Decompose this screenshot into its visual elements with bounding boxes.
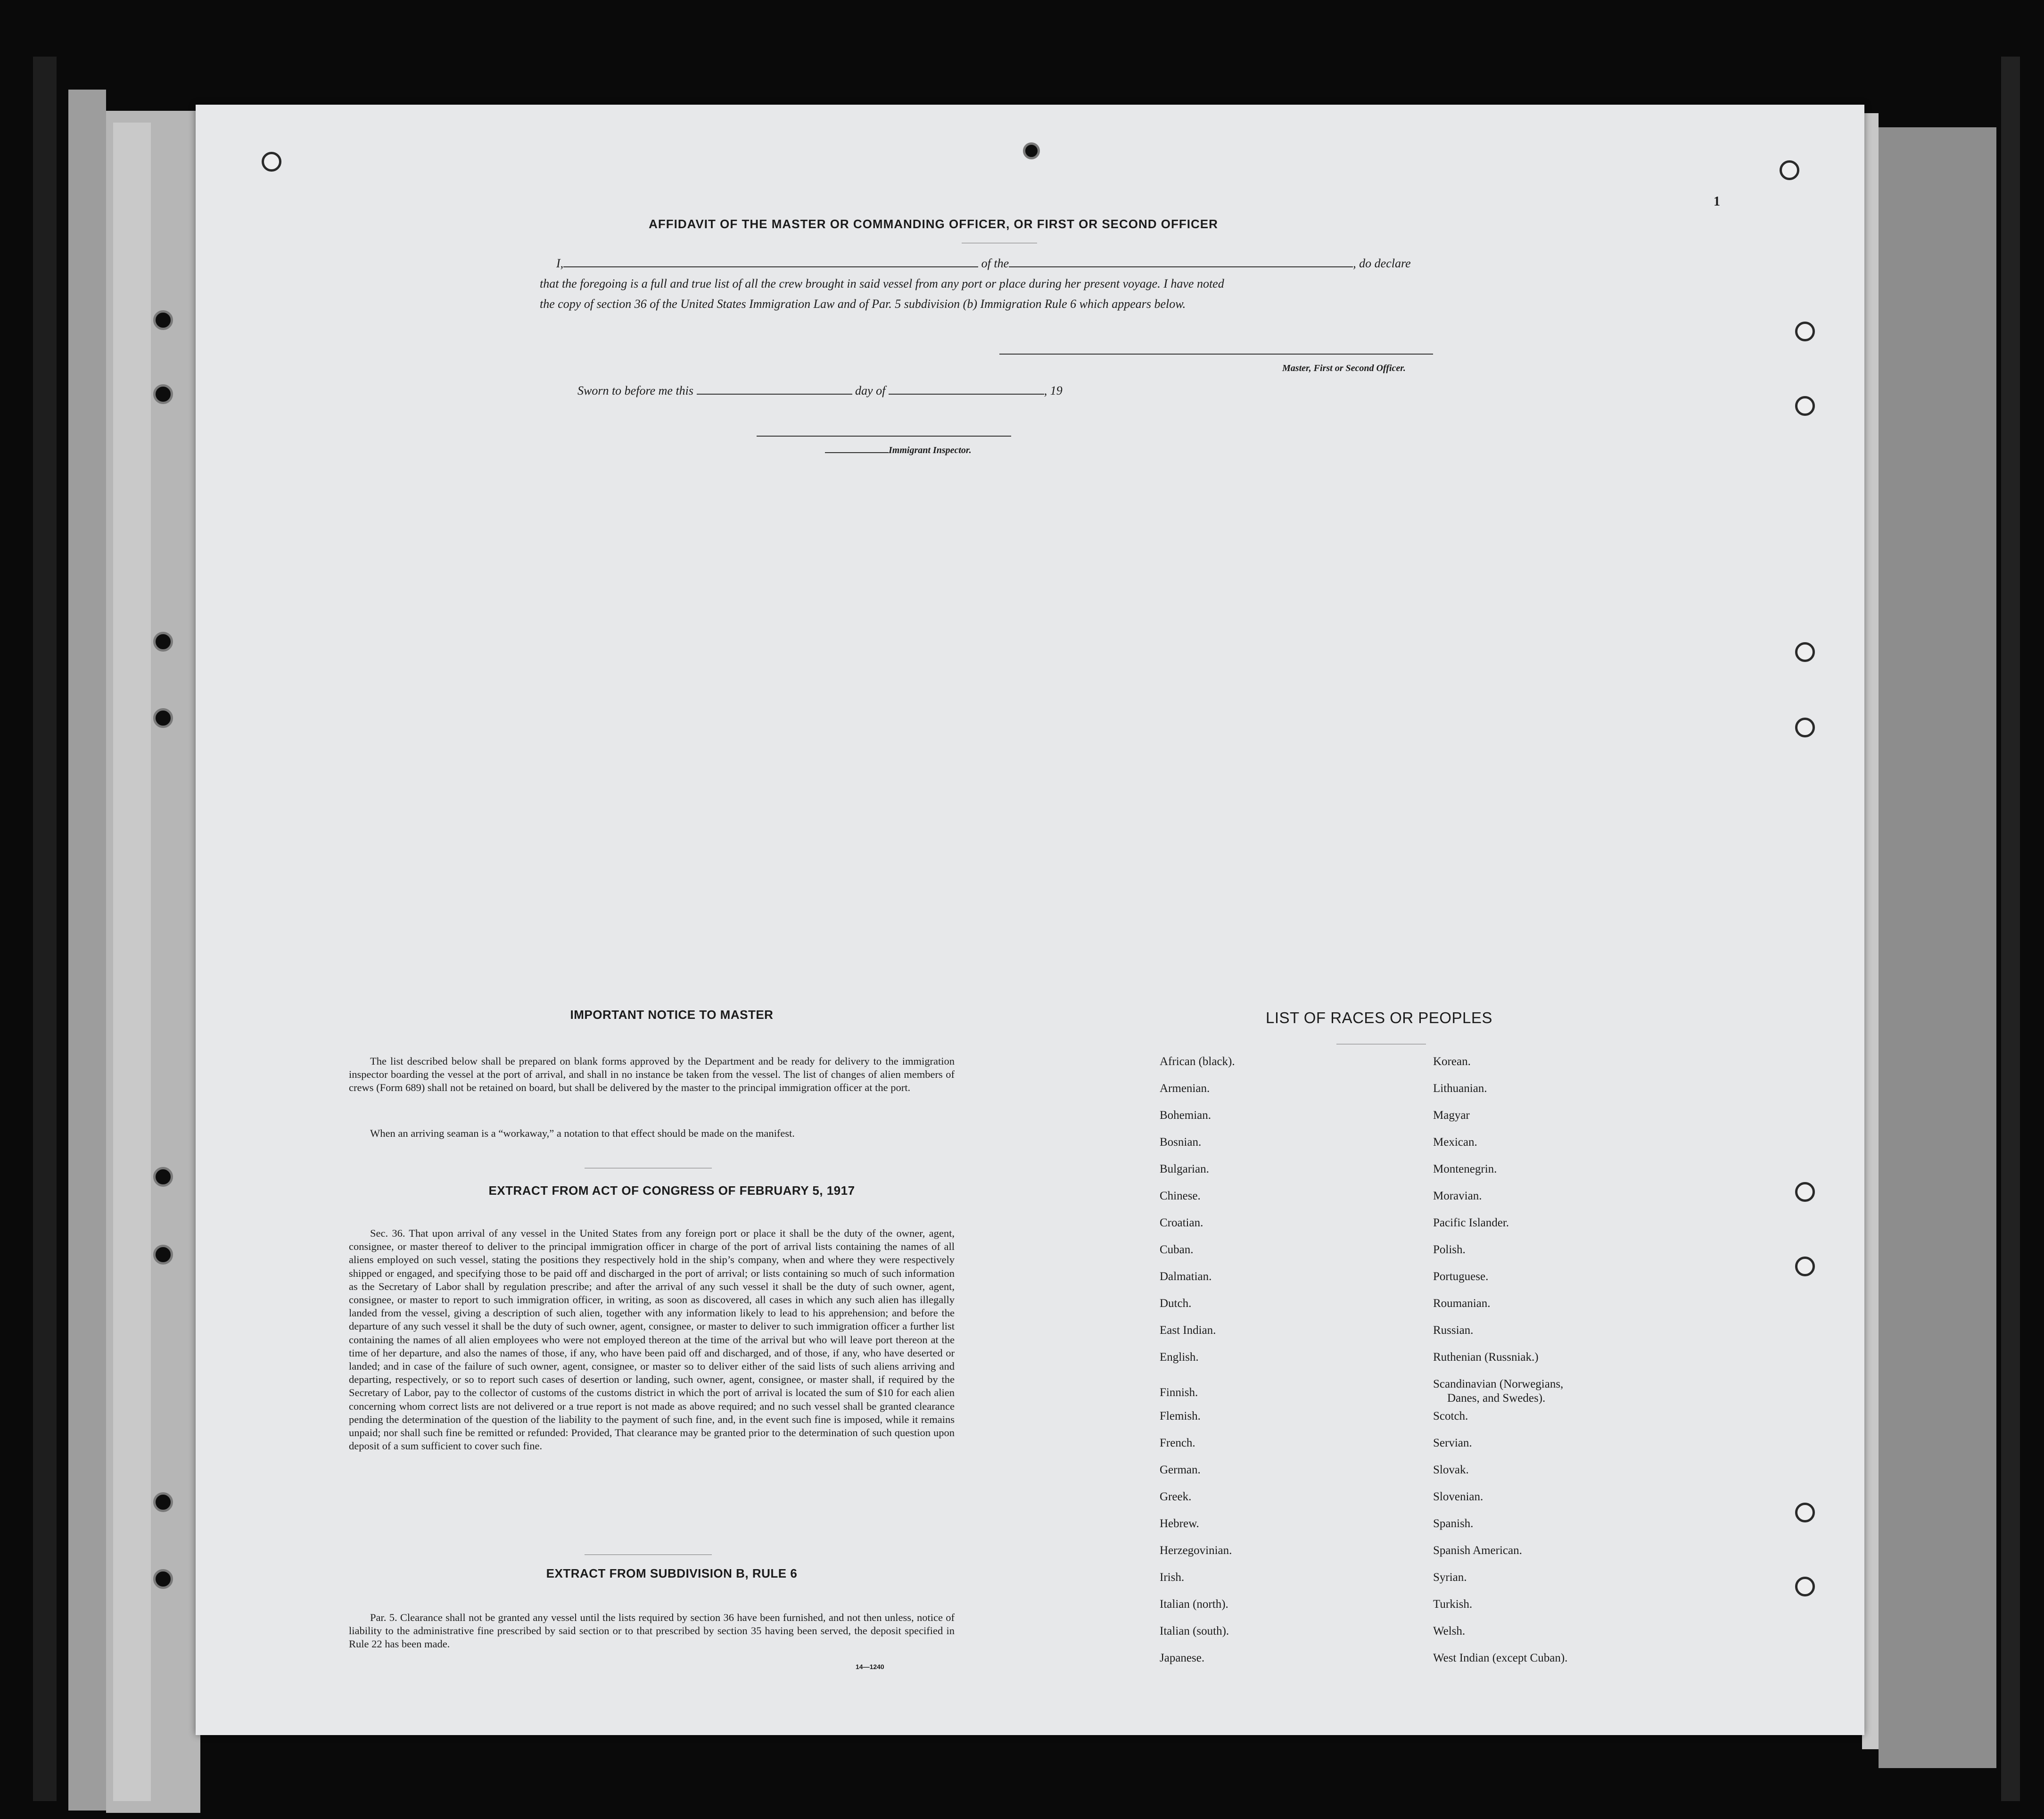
races-list-left <box>1160 1055 1395 1678</box>
punch-hole <box>153 1167 173 1187</box>
notice-heading: IMPORTANT NOTICE TO MASTER <box>570 1008 774 1022</box>
act-text: Sec. 36. That upon arrival of any vessel in the United States from any foreign port or place it shall be the duty of the owner, agent, consignee, or master thereof to deliver to the principal immigration officer in charge of the port of arrival lists containing the names of all aliens employed on such vessel, stating the positions they respectively hold in the ship’s company, when and where they were respectively shipped or engaged, and specifying those to be paid off and discharged in the port of arrival; or lists containing so much of such information as the Secretary of Labor shall by regulation prescribe; and after the arrival of any such vessel it shall be the duty of such owner, agent, consignee, or master to report to such immigration officer, in writing, as soon as discovered, all cases in which any such alien has illegally landed from the vessel, giving a description of such alien, together with any information likely to lead to his apprehension; and before the departure of any such vessel it shall be the duty of such owner, agent, consignee, or master to deliver to such immigration officer a further list containing the names of all alien employees who were not employed thereon at the time of the arrival but who will leave port thereon at the time of her departure, and also the names of those, if any, who have been paid off and discharged, and of those, if any, who have deserted or landed; and in case of the failure of such owner, agent, consignee, or master so to deliver either of the said lists of such aliens arriving and departing, respectively, or so to report such cases of desertion or landing, such owner, agent, consignee, or master shall, if required by the Secretary of Labor, pay to the collector of customs of the customs district in which the port of arrival is located the sum of $10 for each alien concerning whom correct lists are not delivered or a true report is not made as above required; and no such vessel shall be granted clearance pending the determination of the question of the liability to the payment of such fine, and, in the event such fine is imposed, while it remains unpaid; nor shall such fine be remitted or refunded: Provided, That clearance may be granted prior to the determination of such question upon deposit of a sum sufficient to cover such fine. <box>349 1227 955 1452</box>
race-item: Japanese. <box>1160 1652 1205 1664</box>
punch-hole <box>1795 322 1815 341</box>
race-item: German. <box>1160 1463 1201 1476</box>
race-item: Greek. <box>1160 1490 1192 1503</box>
affidavit-body-2: the copy of section 36 of the United States Immigration Law and of Par. 5 subdivision (b) Immigration Rule 6 which appears below. <box>540 297 1186 311</box>
race-item: Lithuanian. <box>1433 1082 1487 1095</box>
race-item: Herzegovinian. <box>1160 1544 1232 1557</box>
page-mark: 1 <box>1714 194 1720 209</box>
race-item: Servian. <box>1433 1437 1472 1449</box>
race-item: Croatian. <box>1160 1216 1203 1229</box>
of-the-label: of the <box>981 256 1009 270</box>
race-item: Ruthenian (Russniak.) <box>1433 1351 1539 1364</box>
binder-strip-left <box>33 57 57 1801</box>
act-heading: EXTRACT FROM ACT OF CONGRESS OF FEBRUARY 5, 1917 <box>488 1183 855 1198</box>
race-item: Spanish American. <box>1433 1544 1522 1557</box>
race-item: Finnish. <box>1160 1386 1198 1399</box>
race-item: Spanish. <box>1433 1517 1474 1530</box>
day-of-label: day of <box>855 384 886 397</box>
year-label: , 19 <box>1044 384 1063 397</box>
inspector-lead-line <box>825 452 889 453</box>
vessel-field[interactable] <box>1009 266 1353 267</box>
race-item: African (black). <box>1160 1055 1235 1068</box>
race-item: Magyar <box>1433 1109 1470 1122</box>
punch-hole <box>153 384 173 404</box>
master-signature-label: Master, First or Second Officer. <box>1282 363 1406 373</box>
race-item: Slovak. <box>1433 1463 1469 1476</box>
race-item: Polish. <box>1433 1243 1466 1256</box>
punch-hole <box>262 152 281 172</box>
punch-hole <box>1795 1577 1815 1596</box>
punch-hole <box>153 708 173 728</box>
punch-hole <box>1795 1182 1815 1202</box>
sworn-day-field[interactable] <box>697 393 852 395</box>
race-item: Scotch. <box>1433 1410 1468 1422</box>
race-item-line-1: Scandinavian (Norwegians, <box>1433 1378 1564 1390</box>
master-signature-line[interactable] <box>999 354 1433 355</box>
race-item: Armenian. <box>1160 1082 1210 1095</box>
notice-para-2: When an arriving seaman is a “workaway,” a notation to that effect should be made on the manifest. <box>370 1127 795 1139</box>
form-number: 14—1240 <box>856 1663 884 1670</box>
race-item: Chinese. <box>1160 1190 1201 1202</box>
race-item: French. <box>1160 1437 1195 1449</box>
punch-hole <box>153 632 173 652</box>
race-item: West Indian (except Cuban). <box>1433 1652 1568 1664</box>
race-item: Flemish. <box>1160 1410 1201 1422</box>
name-field[interactable] <box>563 266 978 267</box>
binder-strip-gray <box>68 90 106 1811</box>
inspector-signature-line[interactable] <box>757 436 1011 437</box>
punch-hole <box>1023 142 1040 159</box>
affidavit-body-1: that the foregoing is a full and true list of all the crew brought in said vessel from any port or place during her present voyage. I have noted <box>540 277 1224 290</box>
race-item: Slovenian. <box>1433 1490 1484 1503</box>
inspector-label: Immigrant Inspector. <box>889 445 972 455</box>
punch-hole <box>1795 1257 1815 1276</box>
race-item: Syrian. <box>1433 1571 1467 1584</box>
race-item: Hebrew. <box>1160 1517 1199 1530</box>
race-item: Bosnian. <box>1160 1136 1202 1149</box>
race-item: Bohemian. <box>1160 1109 1212 1122</box>
punch-hole <box>1795 718 1815 737</box>
race-item: English. <box>1160 1351 1199 1364</box>
affidavit-declaration-line <box>556 253 1655 273</box>
race-item: Portuguese. <box>1433 1270 1489 1283</box>
binder-cover-right <box>1879 127 1996 1768</box>
act-divider <box>585 1554 712 1555</box>
punch-hole <box>1795 642 1815 662</box>
race-item: Montenegrin. <box>1433 1163 1497 1175</box>
races-heading: LIST OF RACES OR PEOPLES <box>1266 1009 1492 1026</box>
inspector-line <box>825 445 972 456</box>
race-item: Moravian. <box>1433 1190 1482 1202</box>
race-item: Dutch. <box>1160 1297 1192 1310</box>
race-item-line-2: Danes, and Swedes). <box>1447 1392 1546 1405</box>
punch-hole <box>153 1569 173 1589</box>
i-label: I, <box>556 256 564 270</box>
race-item: Roumanian. <box>1433 1297 1491 1310</box>
races-list-right <box>1433 1055 1669 1678</box>
race-item: Welsh. <box>1433 1625 1466 1637</box>
affidavit-title: AFFIDAVIT OF THE MASTER OR COMMANDING OFFICER, OR FIRST OR SECOND OFFICER <box>649 217 1218 231</box>
race-item-multiline <box>1433 1377 1669 1409</box>
punch-hole <box>153 310 173 330</box>
race-item: East Indian. <box>1160 1324 1216 1337</box>
race-item: Dalmatian. <box>1160 1270 1212 1283</box>
punch-hole <box>153 1245 173 1265</box>
race-item: Korean. <box>1433 1055 1471 1068</box>
sworn-label: Sworn to before me this <box>577 384 694 397</box>
rule-text: Par. 5. Clearance shall not be granted any vessel until the lists required by section 36 have been furnished, and not then unless, notice of liability to the administrative fine prescribed by said section or to that prescribed by section 35 having been served, the deposit specified in Rule 22 has been made. <box>349 1612 955 1650</box>
sworn-line <box>577 380 1063 401</box>
race-item: Turkish. <box>1433 1598 1473 1611</box>
race-item: Pacific Islander. <box>1433 1216 1509 1229</box>
punch-hole <box>1795 396 1815 416</box>
punch-hole <box>153 1492 173 1512</box>
race-item: Cuban. <box>1160 1243 1194 1256</box>
race-item: Mexican. <box>1433 1136 1477 1149</box>
rule-heading: EXTRACT FROM SUBDIVISION B, RULE 6 <box>546 1566 798 1580</box>
race-item: Russian. <box>1433 1324 1474 1337</box>
binder-edge-right <box>2001 57 2020 1801</box>
manifest-form-page <box>196 105 1864 1735</box>
sworn-month-field[interactable] <box>889 393 1044 395</box>
punch-hole <box>1795 1503 1815 1522</box>
race-item: Italian (north). <box>1160 1598 1228 1611</box>
notice-para-1: The list described below shall be prepared on blank forms approved by the Department and be ready for delivery to the immigration inspector boarding the vessel at the port of arrival, and shall in no instance be taken from the vessel. The list of changes of alien members of crews (Form 689) shall not be retained on board, but shall be delivered by the master to the principal immigration officer at the port. <box>349 1055 955 1094</box>
underlying-page-edge-light <box>113 123 151 1801</box>
punch-hole <box>1780 160 1799 180</box>
declare-label: , do declare <box>1353 256 1411 270</box>
race-item: Irish. <box>1160 1571 1185 1584</box>
race-item: Italian (south). <box>1160 1625 1229 1637</box>
race-item: Bulgarian. <box>1160 1163 1209 1175</box>
binder-strip-right <box>1862 113 1879 1749</box>
